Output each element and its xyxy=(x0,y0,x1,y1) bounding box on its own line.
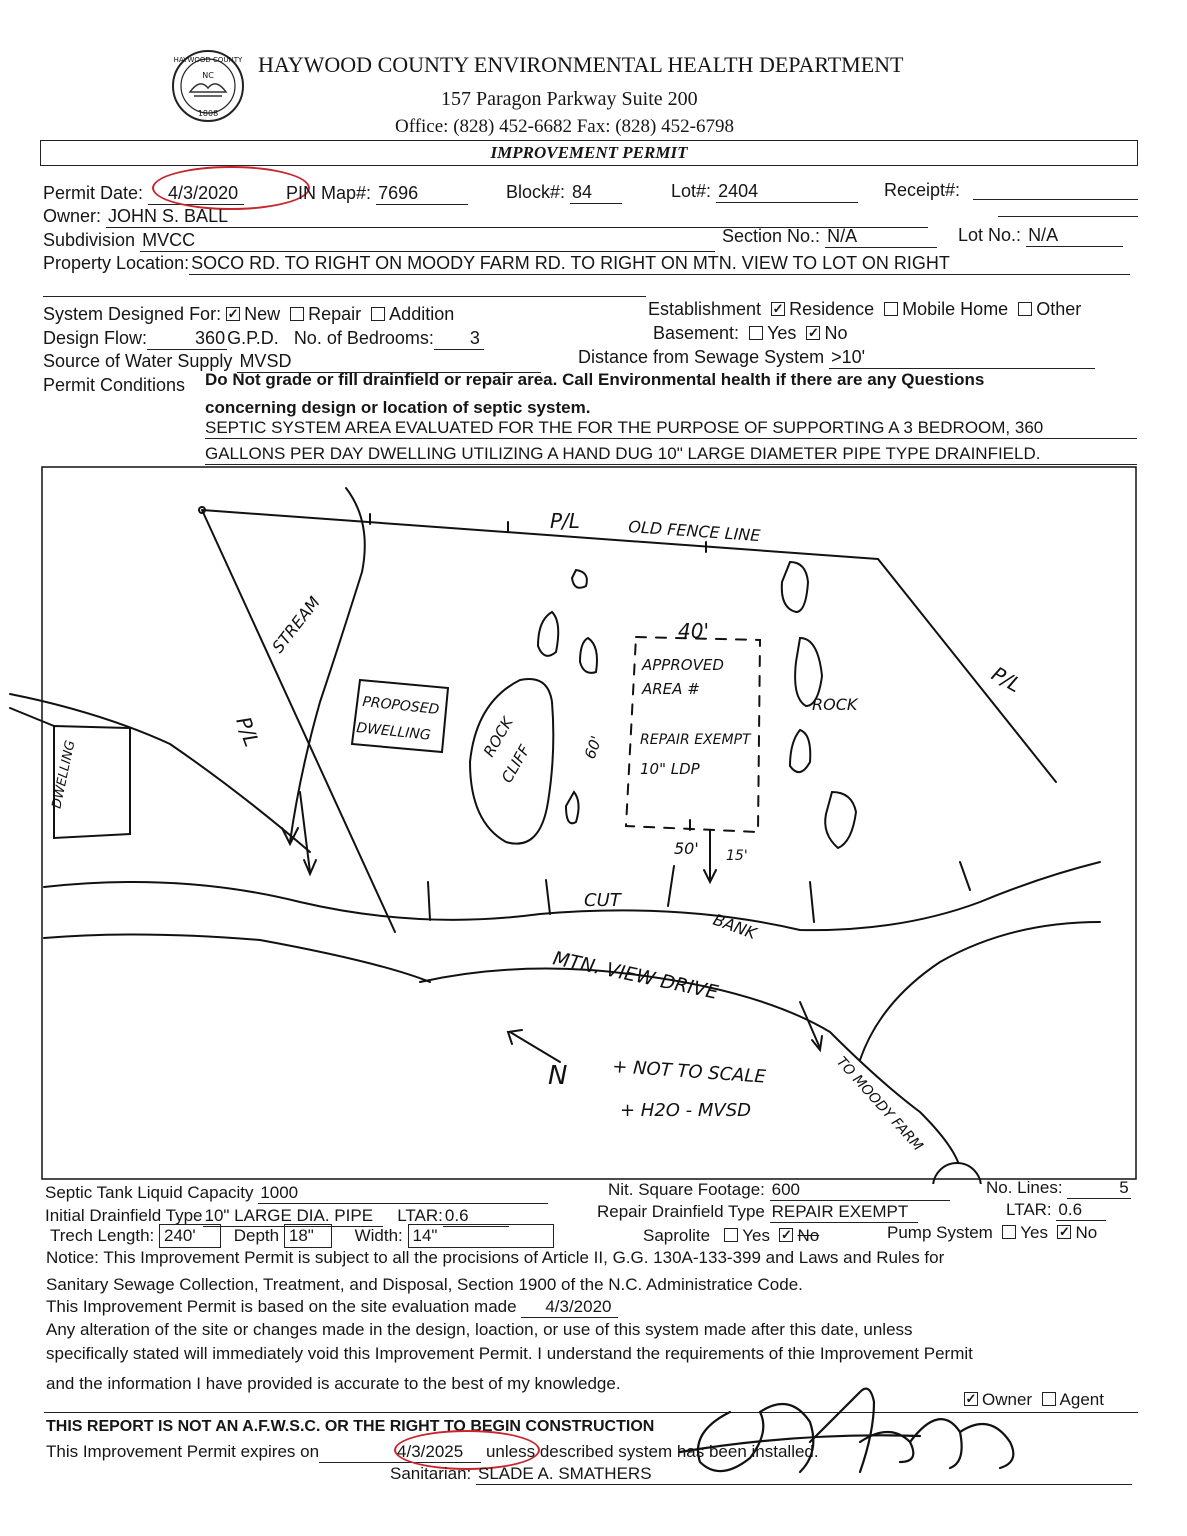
notice-line-2: Sanitary Sewage Collection, Treatment, and Disposal, Section 1900 of the N.C. Administratice Code. xyxy=(46,1275,803,1294)
form-title: IMPROVEMENT PERMIT xyxy=(490,143,688,162)
sqft-row xyxy=(608,1180,950,1201)
permit-conditions-label: Permit Conditions xyxy=(43,375,186,395)
saprolite-row xyxy=(643,1226,819,1246)
sketch-dim-50: 50' xyxy=(674,839,699,858)
sketch-proposed-1: PROPOSED xyxy=(361,694,441,719)
pump-system-label: Pump System xyxy=(887,1223,993,1242)
county-seal xyxy=(170,48,246,124)
saprolite-label: Saprolite xyxy=(643,1226,711,1245)
sketch-dim-60: 60' xyxy=(580,733,606,762)
repair-checkbox[interactable] xyxy=(290,307,304,321)
sketch-dim-40: 40' xyxy=(678,619,709,643)
establishment-label: Establishment xyxy=(648,299,762,319)
repair-drainfield-label: Repair Drainfield Type xyxy=(597,1202,765,1221)
sketch-north-label: N xyxy=(548,1061,568,1091)
residence-label: Residence xyxy=(789,299,875,319)
bedrooms-value: 3 xyxy=(434,328,484,350)
section-field xyxy=(722,226,937,248)
mobile-home-label: Mobile Home xyxy=(902,299,1009,319)
owner-line-right xyxy=(998,216,1138,217)
block-value: 84 xyxy=(570,182,622,204)
sketch-rock-cliff-1: ROCK xyxy=(479,714,517,760)
lines-row xyxy=(986,1178,1131,1199)
lines-value: 5 xyxy=(1067,1178,1130,1199)
addition-label: Addition xyxy=(389,304,455,324)
basement-label: Basement: xyxy=(653,323,740,343)
repair-ltar-row xyxy=(1006,1200,1106,1221)
sanitarian-value: SLADE A. SMATHERS xyxy=(476,1464,1132,1485)
notice-based-date: 4/3/2020 xyxy=(521,1297,617,1318)
permit-date-label: Permit Date: xyxy=(43,183,144,203)
pump-yes-label: Yes xyxy=(1020,1223,1048,1242)
sketch-rock-label: ROCK xyxy=(812,695,858,714)
footer-disclaimer: THIS REPORT IS NOT AN A.F.W.S.C. OR THE RIGHT TO BEGIN CONSTRUCTION xyxy=(46,1418,655,1435)
section-label: Section No.: xyxy=(722,226,821,246)
agent-checkbox[interactable] xyxy=(1042,1392,1056,1406)
bedrooms-label: No. of Bedrooms: xyxy=(293,328,434,348)
distance-value: >10' xyxy=(829,347,1095,369)
property-location-label: Property Location: xyxy=(43,253,190,273)
basement-yes-checkbox[interactable] xyxy=(749,326,763,340)
pin-map-label: PIN Map#: xyxy=(286,183,372,203)
other-label: Other xyxy=(1036,299,1082,319)
block-label: Block#: xyxy=(506,182,566,202)
other-checkbox[interactable] xyxy=(1018,302,1032,316)
basement-no-checkbox[interactable] xyxy=(806,326,820,340)
owner-label: Owner: xyxy=(43,206,102,226)
receipt-line xyxy=(973,199,1138,200)
notice-based-row xyxy=(46,1297,618,1318)
sketch-pl-left: P/L xyxy=(231,713,265,750)
repair-ltar-value: 0.6 xyxy=(1056,1200,1106,1221)
notice-based-label: This Improvement Permit is based on the site evaluation made xyxy=(46,1297,517,1316)
saprolite-no-label: No xyxy=(797,1226,820,1245)
expires-suffix: unless described system has been installed. xyxy=(485,1442,819,1461)
sketch-dim-15: 15' xyxy=(726,848,748,864)
tank-capacity-row xyxy=(45,1183,548,1204)
new-label: New xyxy=(244,304,281,324)
pump-no-label: No xyxy=(1075,1223,1098,1242)
site-sketch xyxy=(0,462,1187,1184)
addition-checkbox[interactable] xyxy=(371,307,385,321)
trench-row xyxy=(50,1224,554,1248)
permit-date-value: 4/3/2020 xyxy=(148,183,244,205)
initial-drainfield-label: Initial Drainfield Type xyxy=(45,1206,203,1225)
permit-conditions-line-2: GALLONS PER DAY DWELLING UTILIZING A HAND DUG 10" LARGE DIAMETER PIPE TYPE DRAINFIELD. xyxy=(205,444,1137,465)
design-flow-value: 360 xyxy=(147,328,227,350)
depth-label: Depth xyxy=(233,1226,280,1245)
department-name: HAYWOOD COUNTY ENVIRONMENTAL HEALTH DEPARTMENT xyxy=(258,52,904,77)
sanitarian-label: Sanitarian: xyxy=(390,1464,472,1483)
receipt-field xyxy=(884,180,960,201)
tank-capacity-label: Septic Tank Liquid Capacity xyxy=(45,1183,254,1202)
trench-length-box: 240' xyxy=(159,1224,221,1248)
sketch-proposed-2: DWELLING xyxy=(355,720,432,744)
sketch-pl-top: P/L xyxy=(550,509,580,533)
lot-label: Lot#: xyxy=(671,181,712,201)
pump-system-row xyxy=(887,1223,1097,1243)
permit-conditions-bold-2: concerning design or location of septic system. xyxy=(205,398,591,417)
permit-conditions-bold-1: Do Not grade or fill drainfield or repair area. Call Environmental health if there are any Questions xyxy=(205,370,985,389)
sketch-pl-right: P/L xyxy=(987,661,1026,698)
permit-conditions-line-1: SEPTIC SYSTEM AREA EVALUATED FOR THE FOR THE PURPOSE OF SUPPORTING A 3 BEDROOM, 360 xyxy=(205,418,1137,439)
seal-text-nc: NC xyxy=(202,71,214,80)
gpd-label: G.P.D. xyxy=(227,328,279,348)
system-designed-row xyxy=(43,304,454,325)
notice-line-1: Notice: This Improvement Permit is subject to all the procisions of Article II, G.G. 130A-133-399 and Laws and Rules for xyxy=(46,1248,945,1267)
sqft-label: Nit. Square Footage: xyxy=(608,1180,765,1199)
trench-length-label: Trech Length: xyxy=(50,1226,155,1245)
sqft-value: 600 xyxy=(770,1180,950,1201)
subdivision-value: MVCC xyxy=(140,230,715,252)
system-designed-label: System Designed For: xyxy=(43,304,222,324)
sketch-road-label: MTN. VIEW DRIVE xyxy=(550,947,721,1004)
establishment-row xyxy=(648,299,1081,320)
pump-yes-checkbox[interactable] xyxy=(1002,1225,1016,1239)
sketch-stream-label: STREAM xyxy=(268,592,324,657)
sketch-not-to-scale: + NOT TO SCALE xyxy=(611,1056,767,1088)
distance-row xyxy=(578,347,1095,369)
repair-label: Repair xyxy=(308,304,362,324)
sketch-water-label: + H2O - MVSD xyxy=(620,1100,752,1121)
basement-no-label: No xyxy=(824,323,848,343)
initial-ltar-label: LTAR: xyxy=(397,1206,443,1225)
sketch-bank-label: BANK xyxy=(710,909,759,943)
pin-map-value: 7696 xyxy=(376,183,468,205)
initial-ltar-value: 0.6 xyxy=(443,1206,509,1227)
water-supply-value: MVSD xyxy=(237,351,541,373)
notice-line-6: and the information I have provided is accurate to the best of my knowledge. xyxy=(46,1374,621,1393)
width-label: Width: xyxy=(354,1226,403,1245)
tank-capacity-value: 1000 xyxy=(258,1183,548,1204)
sketch-dwelling-left: DWELLING xyxy=(49,739,79,810)
distance-label: Distance from Sewage System xyxy=(578,347,825,367)
receipt-label: Receipt#: xyxy=(884,180,961,200)
lines-label: No. Lines: xyxy=(986,1178,1063,1197)
owner-checkbox-label: Owner xyxy=(982,1390,1033,1409)
sketch-approved-3: REPAIR EXEMPT xyxy=(640,732,751,748)
lot-no-label: Lot No.: xyxy=(958,225,1022,245)
form-title-bar xyxy=(40,140,1138,166)
notice-line-5: specifically stated will immediately void this Improvement Permit. I understand the requirements of thie Improvement Permit xyxy=(46,1344,973,1363)
width-box: 14" xyxy=(408,1224,554,1248)
new-checkbox[interactable] xyxy=(226,307,240,321)
initial-drainfield-value: 10" LARGE DIA. PIPE xyxy=(203,1206,384,1227)
sketch-rock-cliff-2: CLIFF xyxy=(497,741,534,786)
section-value: N/A xyxy=(825,226,937,248)
lot-no-value: N/A xyxy=(1026,225,1123,247)
sketch-approved-1: APPROVED xyxy=(642,656,724,674)
seal-text-year: 1808 xyxy=(197,109,219,118)
agent-checkbox-label: Agent xyxy=(1059,1390,1104,1409)
sanitarian-signature xyxy=(660,1372,1040,1492)
mobile-home-checkbox[interactable] xyxy=(884,302,898,316)
lot-value: 2404 xyxy=(716,181,858,203)
saprolite-yes-checkbox[interactable] xyxy=(724,1228,738,1242)
owner-row xyxy=(43,206,928,228)
department-phones: Office: (828) 452-6682 Fax: (828) 452-6798 xyxy=(395,116,734,137)
design-flow-label: Design Flow: xyxy=(43,328,148,348)
sketch-cut-label: CUT xyxy=(584,890,621,911)
residence-checkbox[interactable] xyxy=(771,302,785,316)
expires-label: This Improvement Permit expires on xyxy=(46,1442,320,1461)
water-supply-label: Source of Water Supply xyxy=(43,351,233,371)
sketch-approved-4: 10" LDP xyxy=(640,760,700,778)
pump-no-checkbox[interactable] xyxy=(1057,1225,1071,1239)
basement-row xyxy=(653,323,847,344)
lot-no-field xyxy=(958,225,1123,247)
depth-box: 18" xyxy=(284,1224,332,1248)
sketch-fence-label: OLD FENCE LINE xyxy=(627,517,762,546)
saprolite-yes-label: Yes xyxy=(742,1226,771,1245)
lot-field xyxy=(671,181,858,203)
seal-text-top: HAYWOOD COUNTY xyxy=(173,56,243,64)
subdivision-label: Subdivision xyxy=(43,230,136,250)
property-location-row xyxy=(43,253,1130,275)
property-location-value: SOCO RD. TO RIGHT ON MOODY FARM RD. TO RIGHT ON MTN. VIEW TO LOT ON RIGHT xyxy=(189,253,1130,275)
repair-drainfield-row xyxy=(597,1202,918,1223)
department-address: 157 Paragon Parkway Suite 200 xyxy=(441,88,698,110)
repair-ltar-label: LTAR: xyxy=(1006,1200,1052,1219)
basement-yes-label: Yes xyxy=(767,323,797,343)
property-location-line-2 xyxy=(43,296,646,297)
design-flow-row xyxy=(43,328,484,350)
sketch-to-moody: TO MOODY FARM xyxy=(833,1053,926,1155)
subdivision-row xyxy=(43,230,715,252)
block-field xyxy=(506,182,622,204)
owner-value: JOHN S. BALL xyxy=(106,206,928,228)
sketch-approved-2: AREA # xyxy=(642,680,700,698)
pin-map-field xyxy=(286,183,468,205)
expires-date: 4/3/2025 xyxy=(319,1442,481,1463)
repair-drainfield-value: REPAIR EXEMPT xyxy=(770,1202,919,1223)
saprolite-no-checkbox[interactable] xyxy=(779,1228,793,1242)
notice-line-4: Any alteration of the site or changes made in the design, loaction, or use of this system made after this date, unless xyxy=(46,1320,913,1339)
